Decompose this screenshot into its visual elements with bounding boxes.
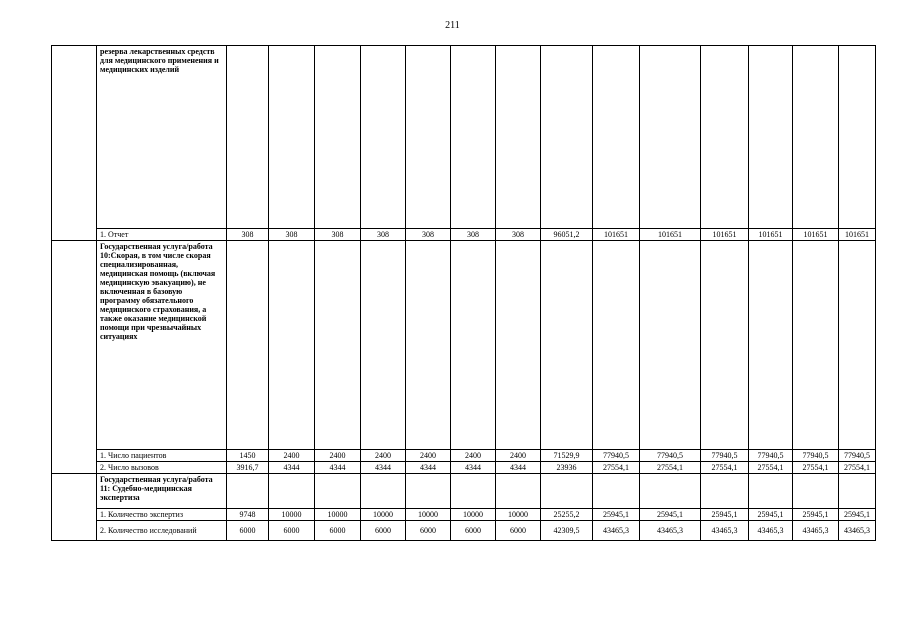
value-cell: 25945,1 xyxy=(793,509,839,521)
table-row xyxy=(52,509,876,521)
value-cell: 43465,3 xyxy=(793,521,839,541)
value-cell: 96051,2 xyxy=(541,229,593,241)
value-cell: 308 xyxy=(361,229,406,241)
value-cell: 23936 xyxy=(541,462,593,474)
value-cell: 6000 xyxy=(451,521,496,541)
value-cell: 27554,1 xyxy=(640,462,701,474)
value-cell: 25255,2 xyxy=(541,509,593,521)
value-cell: 27554,1 xyxy=(593,462,640,474)
row-label: 2. Число вызовов xyxy=(97,462,227,474)
row-label: Государственная услуга/работа 10:Скорая, в том числе скорая специализированная, медицинская помощь (включая медицинскую эвакуацию), не включенная в базовую программу обязательного медицинского страхования, а также оказание медицинской помощи при чрезвычайных ситуациях xyxy=(97,241,227,450)
value-cell: 2400 xyxy=(406,450,451,462)
value-cell: 101651 xyxy=(839,229,876,241)
table-row xyxy=(52,462,876,474)
value-cell: 3916,7 xyxy=(227,462,269,474)
row-label: 1. Число пациентов xyxy=(97,450,227,462)
value-cell: 25945,1 xyxy=(839,509,876,521)
value-cell: 308 xyxy=(269,229,315,241)
value-cell: 2400 xyxy=(361,450,406,462)
value-cell: 71529,9 xyxy=(541,450,593,462)
value-cell: 9748 xyxy=(227,509,269,521)
empty-cell xyxy=(52,474,97,541)
value-cell: 101651 xyxy=(793,229,839,241)
value-cell: 308 xyxy=(315,229,361,241)
value-cell: 43465,3 xyxy=(749,521,793,541)
value-cell: 77940,5 xyxy=(749,450,793,462)
value-cell: 4344 xyxy=(315,462,361,474)
table-row xyxy=(52,229,876,241)
value-cell: 101651 xyxy=(701,229,749,241)
value-cell: 6000 xyxy=(227,521,269,541)
value-cell: 77940,5 xyxy=(593,450,640,462)
value-cell: 6000 xyxy=(269,521,315,541)
table-row xyxy=(52,521,876,541)
value-cell: 10000 xyxy=(451,509,496,521)
value-cell: 25945,1 xyxy=(749,509,793,521)
table-row xyxy=(52,474,876,509)
value-cell: 27554,1 xyxy=(793,462,839,474)
row-label: Государственная услуга/работа 11: Судебно-медицинская экспертиза xyxy=(97,474,227,509)
value-cell: 27554,1 xyxy=(749,462,793,474)
value-cell: 43465,3 xyxy=(701,521,749,541)
value-cell: 6000 xyxy=(361,521,406,541)
value-cell: 77940,5 xyxy=(793,450,839,462)
value-cell: 2400 xyxy=(269,450,315,462)
value-cell: 101651 xyxy=(749,229,793,241)
row-label: 2. Количество исследований xyxy=(97,521,227,541)
value-cell: 2400 xyxy=(315,450,361,462)
value-cell: 101651 xyxy=(640,229,701,241)
value-cell: 25945,1 xyxy=(593,509,640,521)
value-cell: 101651 xyxy=(593,229,640,241)
value-cell: 10000 xyxy=(361,509,406,521)
value-cell: 10000 xyxy=(406,509,451,521)
empty-cell xyxy=(52,46,97,241)
table-row xyxy=(52,450,876,462)
value-cell: 42309,5 xyxy=(541,521,593,541)
value-cell: 6000 xyxy=(406,521,451,541)
value-cell: 10000 xyxy=(496,509,541,521)
value-cell: 4344 xyxy=(269,462,315,474)
page-number: 211 xyxy=(445,20,460,31)
value-cell: 25945,1 xyxy=(701,509,749,521)
value-cell: 4344 xyxy=(361,462,406,474)
value-cell: 77940,5 xyxy=(839,450,876,462)
value-cell: 27554,1 xyxy=(839,462,876,474)
value-cell: 43465,3 xyxy=(593,521,640,541)
table-row xyxy=(52,241,876,450)
value-cell: 4344 xyxy=(496,462,541,474)
value-cell: 2400 xyxy=(496,450,541,462)
value-cell: 308 xyxy=(406,229,451,241)
budget-table xyxy=(51,45,876,541)
row-label: 1. Количество экспертиз xyxy=(97,509,227,521)
value-cell: 43465,3 xyxy=(640,521,701,541)
row-label: резерва лекарственных средств для медицинского применения и медицинских изделий xyxy=(97,46,227,229)
value-cell: 10000 xyxy=(315,509,361,521)
row-label: 1. Отчет xyxy=(97,229,227,241)
value-cell: 308 xyxy=(496,229,541,241)
value-cell: 308 xyxy=(451,229,496,241)
value-cell: 6000 xyxy=(315,521,361,541)
value-cell: 6000 xyxy=(496,521,541,541)
value-cell: 10000 xyxy=(269,509,315,521)
value-cell: 2400 xyxy=(451,450,496,462)
value-cell: 77940,5 xyxy=(640,450,701,462)
value-cell: 43465,3 xyxy=(839,521,876,541)
value-cell: 27554,1 xyxy=(701,462,749,474)
value-cell: 4344 xyxy=(406,462,451,474)
value-cell: 1450 xyxy=(227,450,269,462)
table-row xyxy=(52,46,876,229)
empty-cell xyxy=(52,241,97,474)
value-cell: 77940,5 xyxy=(701,450,749,462)
value-cell: 308 xyxy=(227,229,269,241)
value-cell: 4344 xyxy=(451,462,496,474)
value-cell: 25945,1 xyxy=(640,509,701,521)
